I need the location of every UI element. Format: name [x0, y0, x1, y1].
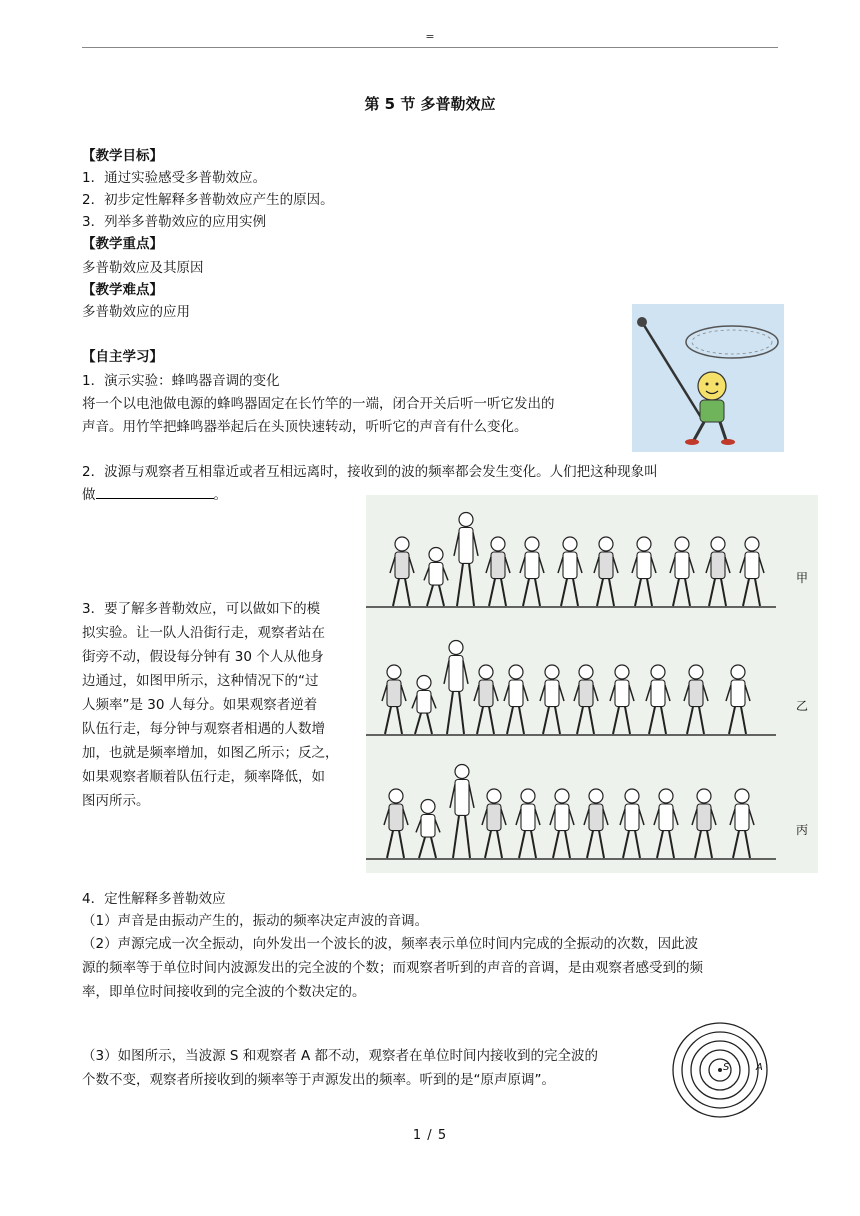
doppler-definition-line-2: [82, 484, 227, 506]
walking-person: [726, 665, 750, 734]
source-label: S: [723, 1062, 730, 1073]
stationary-source-wave-diagram: [668, 1020, 774, 1120]
walking-person: [390, 537, 414, 606]
walking-person: [632, 537, 656, 606]
goal-item-1: 1．通过实验感受多普勒效应。: [82, 170, 267, 186]
walking-person: [684, 665, 708, 734]
buzzer-experiment-illustration: [632, 304, 784, 452]
header-mark: =: [425, 30, 435, 43]
walking-person: [706, 537, 730, 606]
qualitative-p2-line: （2）声源完成一次全振动，向外发出一个波长的波，频率表示单位时间内完成的全振动的次数，因此波: [82, 936, 699, 952]
goals-heading: 【教学目标】: [82, 148, 163, 164]
walking-person: [610, 665, 634, 734]
doppler-definition-line-1: 2．波源与观察者互相靠近或者互相远离时，接收到的波的频率都会发生变化。人们把这种现象叫: [82, 464, 658, 480]
simulation-line: 图丙所示。: [82, 793, 150, 809]
walking-person: [384, 789, 408, 858]
key-points-text: 多普勒效应及其原因: [82, 260, 204, 276]
qualitative-p2-line: 率，即单位时间接收到的完全波的个数决定的。: [82, 984, 366, 1000]
queue-panel: [366, 513, 776, 608]
qualitative-p3-line: （3）如图所示，当波源 S 和观察者 A 都不动，观察者在单位时间内接收到的完全波的: [82, 1048, 599, 1064]
walking-person: [584, 789, 608, 858]
panel-label-jia: 甲: [796, 571, 809, 585]
page-number: 1 / 5: [412, 1128, 448, 1143]
walking-person: [454, 513, 478, 607]
walking-person: [520, 537, 544, 606]
walking-person: [740, 537, 764, 606]
queue-panel: [366, 765, 776, 860]
walking-person: [558, 537, 582, 606]
key-points-heading: 【教学重点】: [82, 236, 163, 252]
experiment-line-2: 声音。用竹竿把蜂鸣器举起后在头顶快速转动，听听它的声音有什么变化。: [82, 419, 528, 435]
experiment-title: 1．演示实验：蜂鸣器音调的变化: [82, 373, 280, 389]
walking-queue-figure: [366, 495, 818, 873]
walking-person: [450, 765, 474, 859]
simulation-line: 3．要了解多普勒效应，可以做如下的模: [82, 601, 321, 617]
walking-person: [474, 665, 498, 734]
walking-person: [504, 665, 528, 734]
walking-person: [574, 665, 598, 734]
wave-source-point: [718, 1068, 722, 1072]
queue-panel: [366, 641, 776, 736]
walking-person: [486, 537, 510, 606]
walking-person: [416, 800, 440, 859]
walking-person: [730, 789, 754, 858]
simulation-line: 队伍行走，每分钟与观察者相遇的人数增: [82, 721, 325, 737]
walking-person: [594, 537, 618, 606]
walking-person: [482, 789, 506, 858]
walking-person: [550, 789, 574, 858]
walking-person: [540, 665, 564, 734]
simulation-line: 人频率”是 30 人每分。如果观察者逆着: [82, 697, 318, 713]
self-study-heading: 【自主学习】: [82, 349, 163, 365]
definition-prefix: 做: [82, 487, 96, 503]
walking-person: [670, 537, 694, 606]
simulation-line: 街旁不动，假设每分钟有 30 个人从他身: [82, 649, 324, 665]
qualitative-p2-line: 源的频率等于单位时间内波源发出的完全波的个数；而观察者听到的声音的音调，是由观察者感受到的频: [82, 960, 703, 976]
observer-label: A: [756, 1062, 763, 1073]
qualitative-p2: [82, 932, 782, 1004]
difficulty-text: 多普勒效应的应用: [82, 304, 190, 320]
walking-person: [424, 548, 448, 607]
walking-person: [620, 789, 644, 858]
walking-person: [654, 789, 678, 858]
experiment-line-1: 将一个以电池做电源的蜂鸣器固定在长竹竿的一端，闭合开关后听一听它发出的: [82, 396, 555, 412]
goal-item-2: 2．初步定性解释多普勒效应产生的原因。: [82, 192, 334, 208]
header-divider: [82, 47, 778, 48]
simulation-line: 加，也就是频率增加，如图乙所示；反之，: [82, 745, 339, 761]
fill-in-blank[interactable]: [96, 484, 214, 499]
walking-person: [692, 789, 716, 858]
qualitative-p3: [82, 1044, 598, 1092]
panel-label-bing: 丙: [796, 823, 809, 837]
walking-person: [646, 665, 670, 734]
walking-person: [382, 665, 406, 734]
queue-simulation-paragraph: [82, 597, 354, 813]
qualitative-title: 4．定性解释多普勒效应: [82, 891, 226, 907]
walking-person: [516, 789, 540, 858]
walking-person: [412, 676, 436, 735]
difficulty-heading: 【教学难点】: [82, 282, 163, 298]
simulation-line: 如果观察者顺着队伍行走，频率降低，如: [82, 769, 325, 785]
goal-item-3: 3．列举多普勒效应的应用实例: [82, 214, 267, 230]
walking-person: [444, 641, 468, 735]
qualitative-p1: （1）声音是由振动产生的，振动的频率决定声波的音调。: [82, 913, 429, 929]
panel-label-yi: 乙: [796, 699, 809, 713]
definition-suffix: 。: [213, 487, 227, 503]
page-title: 第 5 节 多普勒效应: [364, 95, 496, 113]
qualitative-p3-line: 个数不变，观察者所接收到的频率等于声源发出的频率。听到的是“原声原调”。: [82, 1072, 555, 1088]
simulation-line: 边通过，如图甲所示，这种情况下的“过: [82, 673, 319, 689]
simulation-line: 拟实验。让一队人沿街行走，观察者站在: [82, 625, 325, 641]
